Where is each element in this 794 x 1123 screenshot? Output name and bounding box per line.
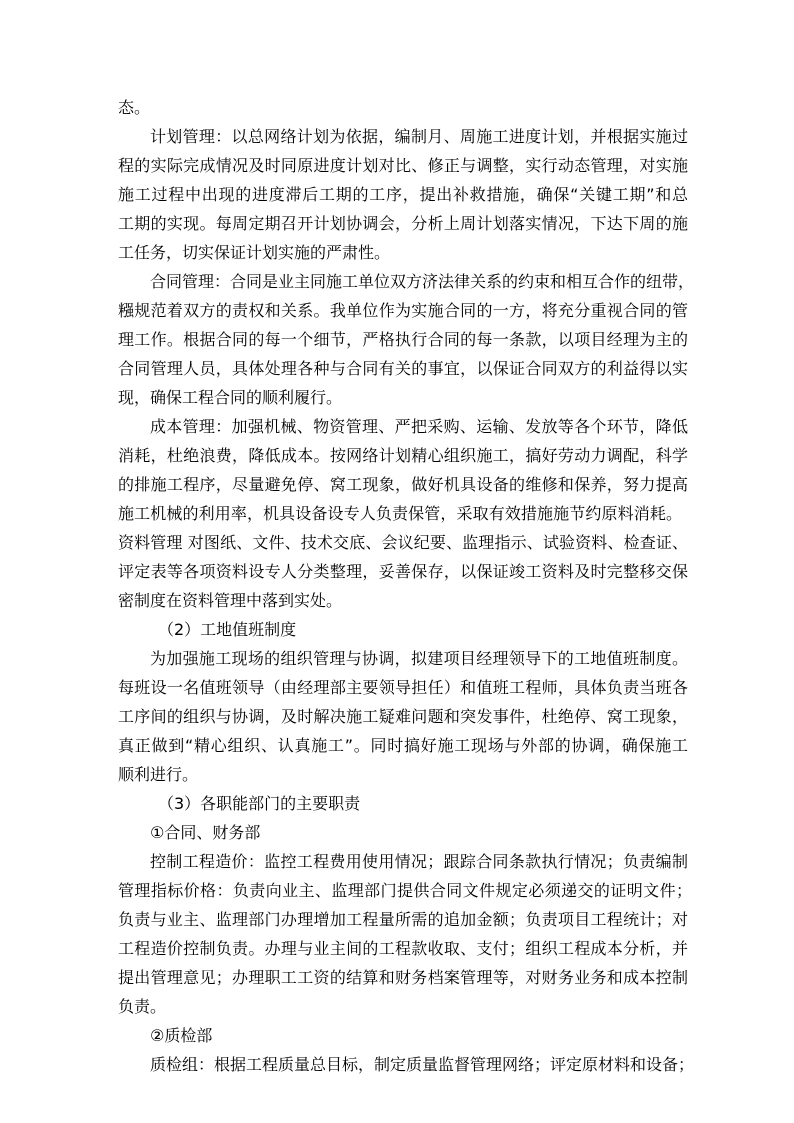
text-line: 工程造价控制负责。办理与业主间的工程款收取、支付；组织工程成本分析，并: [118, 939, 688, 958]
text-line: 顺利进行。: [118, 765, 199, 784]
text-line: 为加强施工现场的组织管理与协调，拟建项目经理领导下的工地值班制度。: [150, 649, 688, 668]
text-line: 工序间的组织与协调，及时解决施工疑难问题和突发事件，杜绝停、窝工现象，: [118, 707, 688, 726]
text-line: 真正做到“精心组织、认真施工”。同时搞好施工现场与外部的协调，确保施工: [118, 736, 688, 755]
text-line: 管理指标价格：负责向业主、监理部门提供合同文件规定必须递交的证明文件；: [118, 881, 692, 900]
text-line: 成本管理：加强机械、物资管理、严把采购、运输、发放等各个环节，降低: [150, 417, 688, 436]
text-line: 控制工程造价：监控工程费用使用情况；跟踪合同条款执行情况；负责编制: [150, 852, 688, 871]
text-line: 计划管理：以总网络计划为依据，编制月、周施工进度计划，并根据实施过: [150, 127, 688, 146]
text-line: 施工过程中出现的进度滞后工期的工序，提出补救措施，确保“关键工期”和总: [118, 185, 688, 204]
text-line: 消耗，杜绝浪费，降低成本。按网络计划精心组织施工，搞好劳动力调配，科学: [118, 446, 688, 465]
text-line: 理工作。根据合同的每一个细节，严格执行合同的每一条款，以项目经理为主的: [118, 330, 688, 349]
section-heading: （3）各职能部门的主要职责: [158, 794, 361, 813]
text-line: 每班设一名值班领导（由经理部主要领导担任）和值班工程师，具体负责当班各: [118, 678, 688, 697]
text-line: 现，确保工程合同的顺利履行。: [118, 388, 343, 407]
text-line: 工任务，切实保证计划实施的严肃性。: [118, 243, 391, 262]
text-line: 合同管理人员，具体处理各种与合同有关的事宜，以保证合同双方的利益得以实: [118, 359, 688, 378]
section-heading: （2）工地值班制度: [158, 620, 297, 639]
text-line: 资料管理 对图纸、文件、技术交底、会议纪要、监理指示、试验资料、检查证、: [118, 533, 688, 552]
text-line: 工期的实现。每周定期召开计划协调会，分析上周计划落实情况，下达下周的施: [118, 214, 688, 233]
text-line: 的排施工程序，尽量避免停、窝工现象，做好机具设备的维修和保养，努力提高: [118, 475, 688, 494]
text-line: 态。: [118, 98, 151, 117]
text-line: 负责与业主、监理部门办理增加工程量所需的追加金额；负责项目工程统计；对: [118, 910, 688, 929]
subsection-heading: ①合同、财务部: [150, 823, 261, 842]
text-line: 质检组：根据工程质量总目标，制定质量监督管理网络；评定原材料和设备；: [150, 1055, 695, 1074]
text-line: 程的实际完成情况及时同原进度计划对比、修正与调整，实行动态管理，对实施: [118, 156, 688, 175]
subsection-heading: ②质检部: [150, 1026, 213, 1045]
text-line: 负责。: [118, 997, 167, 1016]
text-line: 评定表等各项资料设专人分类整理，妥善保存，以保证竣工资料及时完整移交保: [118, 562, 688, 581]
text-line: 合同管理：合同是业主同施工单位双方济法律关系的约束和相互合作的纽带，: [150, 272, 695, 291]
text-line: 提出管理意见；办理职工工资的结算和财务档案管理等，对财务业务和成本控制: [118, 968, 688, 987]
text-line: 密制度在资料管理中落到实处。: [118, 591, 343, 610]
text-line: 施工机械的利用率，机具设备设专人负责保管，采取有效措施施节约原料消耗。: [118, 504, 682, 523]
text-line: 糨规范着双方的责权和关系。我单位作为实施合同的一方，将充分重视合同的管: [118, 301, 688, 320]
